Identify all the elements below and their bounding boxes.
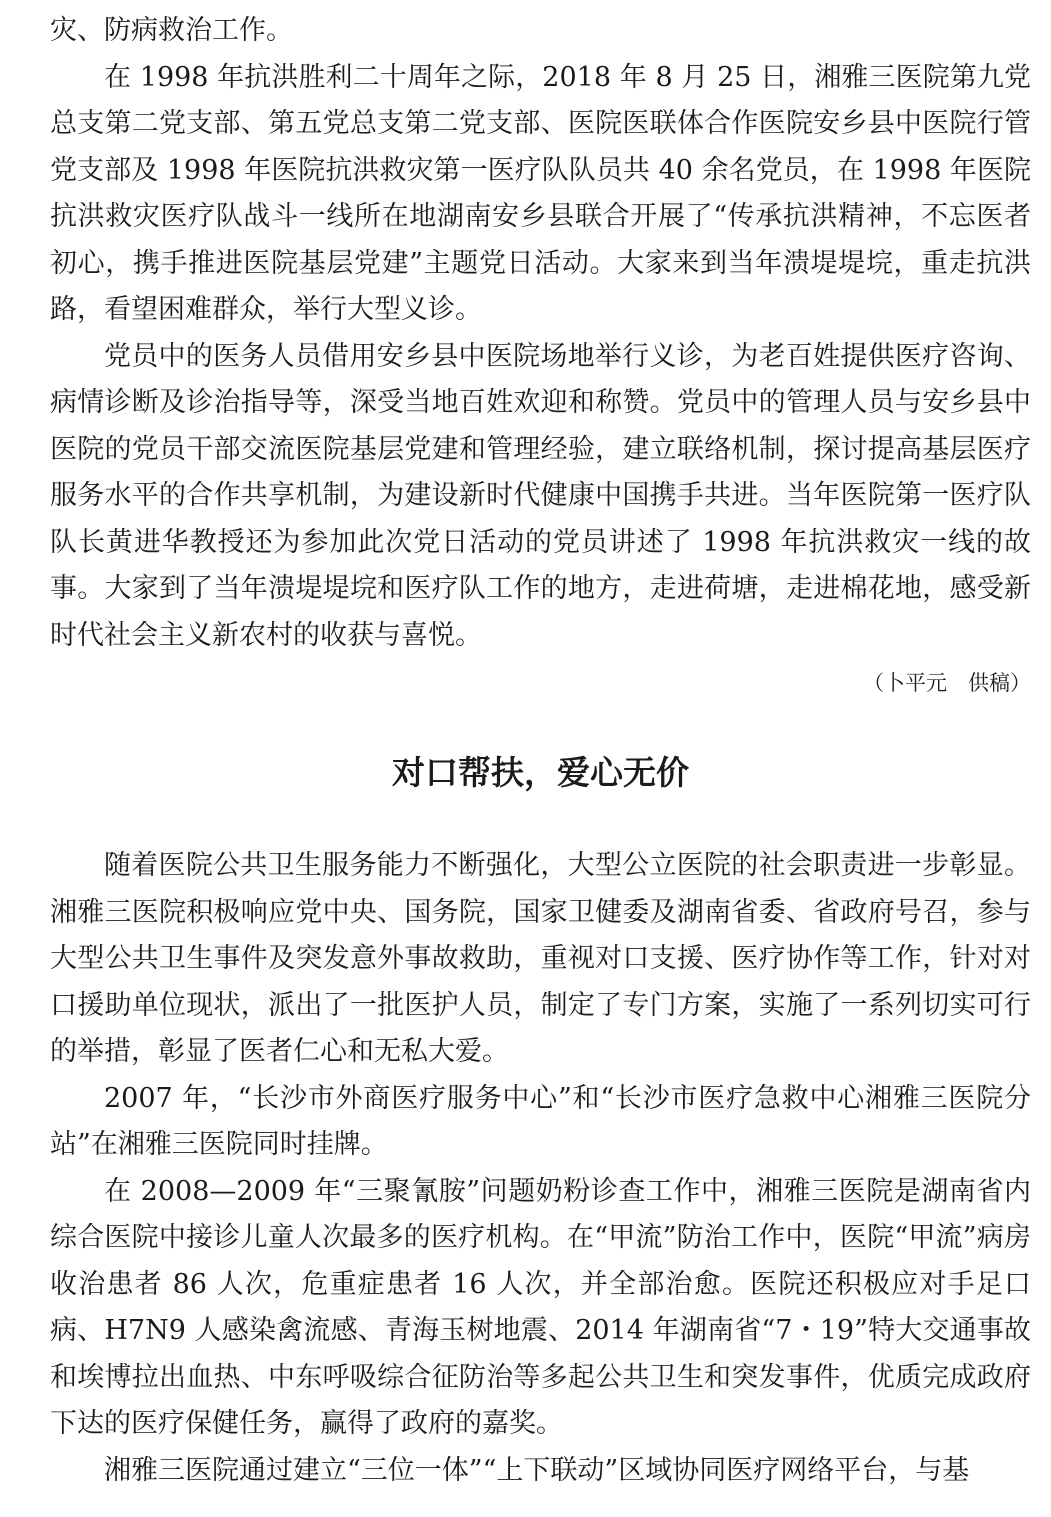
source-attribution: （卜平元 供稿） <box>863 671 1031 695</box>
paragraph-2007-centers: 2007 年，“长沙市外商医疗服务中心”和“长沙市医疗急救中心湘雅三医院分站”在湘雅三医院同时挂牌。 <box>50 1082 1031 1160</box>
paragraph-flood-anniversary: 在 1998 年抗洪胜利二十周年之际，2018 年 8 月 25 日，湘雅三医院第九党总支第二党支部、第五党总支第二党支部、医院医联体合作医院安乡县中医院行管党支部及 1998 年医院抗洪救灾第一医疗队队员共 40 余名党员，在 1998 年医院抗洪救灾医疗队战斗一线所在地湖南安乡县联合开展了“传承抗洪精神，不忘医者初心，携手推进医院基层党建”主题党日活动。大家来到当年溃堤堤垸，重走抗洪路，看望困难群众，举行大型义诊。 <box>50 61 1031 325</box>
section-title: 对口帮扶，爱心无价 <box>392 753 689 792</box>
paragraph-free-clinic: 党员中的医务人员借用安乡县中医院场地举行义诊，为老百姓提供医疗咨询、病情诊断及诊治指导等，深受当地百姓欢迎和称赞。党员中的管理人员与安乡县中医院的党员干部交流医院基层党建和管理经验，建立联络机制，探讨提高基层医疗服务水平的合作共享机制，为建设新时代健康中国携手共进。当年医院第一医疗队队长黄进华教授还为参加此次党日活动的党员讲述了 1998 年抗洪救灾一线的故事。大家到了当年溃堤堤垸和医疗队工作的地方，走进荷塘，走进棉花地，感受新时代社会主义新农村的收获与喜悦。 <box>50 340 1031 651</box>
continuation-text: 灾、防病救治工作。 <box>50 15 293 46</box>
paragraph-melamine-flu: 在 2008—2009 年“三聚氰胺”问题奶粉诊查工作中，湘雅三医院是湖南省内综合医院中接诊儿童人次最多的医疗机构。在“甲流”防治工作中，医院“甲流”病房收治患者 86 人次，危重症患者 16 人次，并全部治愈。医院还积极应对手足口病、H7N9 人感染禽流感、青海玉树地震、2014 年湖南省“7・19”特大交通事故和埃博拉出血热、中东呼吸综合征防治等多起公共卫生和突发事件，优质完成政府下达的医疗保健任务，赢得了政府的嘉奖。 <box>50 1175 1031 1439</box>
paragraph-network-platform: 湘雅三医院通过建立“三位一体”“上下联动”区域协同医疗网络平台，与基 <box>104 1454 970 1486</box>
paragraph-public-health: 随着医院公共卫生服务能力不断强化，大型公立医院的社会职责进一步彰显。湘雅三医院积极响应党中央、国务院，国家卫健委及湖南省委、省政府号召，参与大型公共卫生事件及突发意外事故救助，重视对口支援、医疗协作等工作，针对对口援助单位现状，派出了一批医护人员，制定了专门方案，实施了一系列切实可行的举措，彰显了医者仁心和无私大爱。 <box>50 850 1031 1067</box>
